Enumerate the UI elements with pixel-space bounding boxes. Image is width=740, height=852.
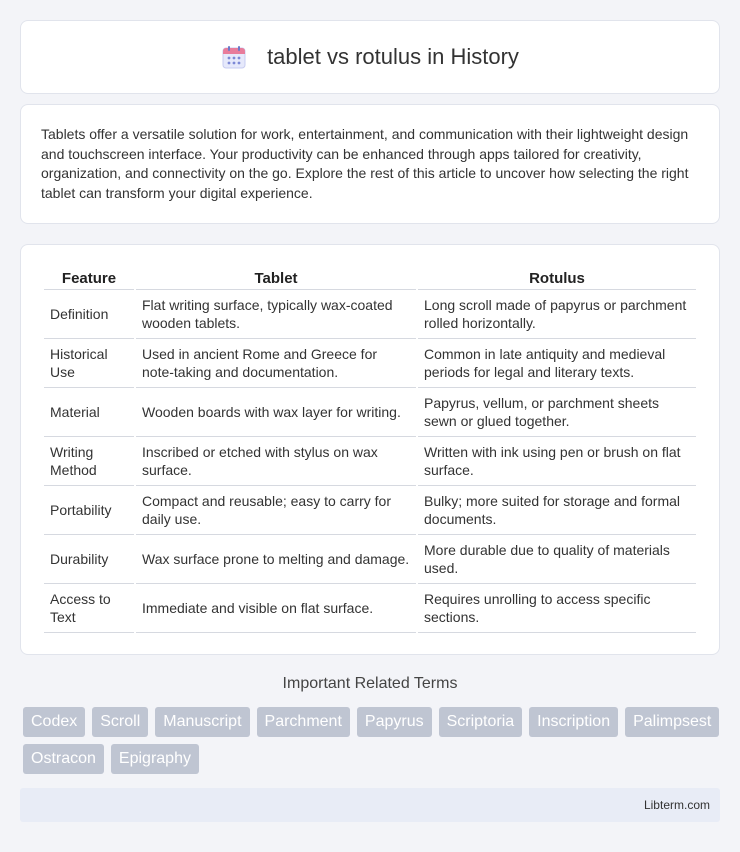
tag-ostracon[interactable]: Ostracon <box>23 744 104 774</box>
calendar-icon <box>221 44 247 70</box>
feature-cell: Writing Method <box>44 437 134 486</box>
feature-cell: Definition <box>44 290 134 339</box>
comparison-table <box>42 265 698 633</box>
table-row <box>44 290 696 339</box>
intro-text: Tablets offer a versatile solution for work, entertainment, and communication with their lightweight design and touchscreen interface. Your productivity can be enhanced through apps tailored for creativity, organization, and connectivity on the go. Explore the rest of this article to uncover how selecting the right tablet can transform your digital experience. <box>41 126 689 201</box>
footer-link[interactable]: Libterm.com <box>643 798 710 812</box>
tag-codex[interactable]: Codex <box>23 707 85 737</box>
rotulus-cell: Requires unrolling to access specific sections. <box>418 584 696 633</box>
tag-scroll[interactable]: Scroll <box>92 707 148 737</box>
header-card <box>20 20 720 94</box>
table-row <box>44 486 696 535</box>
footer <box>20 788 720 822</box>
feature-cell: Material <box>44 388 134 437</box>
tag-manuscript[interactable]: Manuscript <box>155 707 249 737</box>
rotulus-cell: Common in late antiquity and medieval periods for legal and literary texts. <box>418 339 696 388</box>
rotulus-cell: Written with ink using pen or brush on flat surface. <box>418 437 696 486</box>
table-row <box>44 535 696 584</box>
table-header-row <box>44 265 696 290</box>
tablet-cell: Flat writing surface, typically wax-coated wooden tablets. <box>136 290 416 339</box>
rotulus-cell: More durable due to quality of materials used. <box>418 535 696 584</box>
table-row <box>44 339 696 388</box>
header-feature: Feature <box>44 265 134 290</box>
tablet-cell: Used in ancient Rome and Greece for note-taking and documentation. <box>136 339 416 388</box>
table-row <box>44 584 696 633</box>
related-terms-list <box>23 707 723 774</box>
tag-scriptoria[interactable]: Scriptoria <box>439 707 523 737</box>
tablet-cell: Wax surface prone to melting and damage. <box>136 535 416 584</box>
rotulus-cell: Bulky; more suited for storage and formal documents. <box>418 486 696 535</box>
comparison-card <box>20 244 720 655</box>
table-row <box>44 388 696 437</box>
table-row <box>44 437 696 486</box>
tablet-cell: Compact and reusable; easy to carry for daily use. <box>136 486 416 535</box>
tag-parchment[interactable]: Parchment <box>257 707 350 737</box>
tablet-cell: Inscribed or etched with stylus on wax surface. <box>136 437 416 486</box>
tag-palimpsest[interactable]: Palimpsest <box>625 707 719 737</box>
feature-cell: Access to Text <box>44 584 134 633</box>
header-rotulus: Rotulus <box>418 265 696 290</box>
page-title: tablet vs rotulus in History <box>267 44 519 69</box>
tag-papyrus[interactable]: Papyrus <box>357 707 432 737</box>
rotulus-cell: Papyrus, vellum, or parchment sheets sewn or glued together. <box>418 388 696 437</box>
tag-inscription[interactable]: Inscription <box>529 707 618 737</box>
feature-cell: Durability <box>44 535 134 584</box>
tablet-cell: Immediate and visible on flat surface. <box>136 584 416 633</box>
tablet-cell: Wooden boards with wax layer for writing. <box>136 388 416 437</box>
feature-cell: Portability <box>44 486 134 535</box>
feature-cell: Historical Use <box>44 339 134 388</box>
related-terms-title: Important Related Terms <box>282 675 458 692</box>
intro-card <box>20 104 720 224</box>
tag-epigraphy[interactable]: Epigraphy <box>111 744 199 774</box>
header-tablet: Tablet <box>136 265 416 290</box>
rotulus-cell: Long scroll made of papyrus or parchment rolled horizontally. <box>418 290 696 339</box>
